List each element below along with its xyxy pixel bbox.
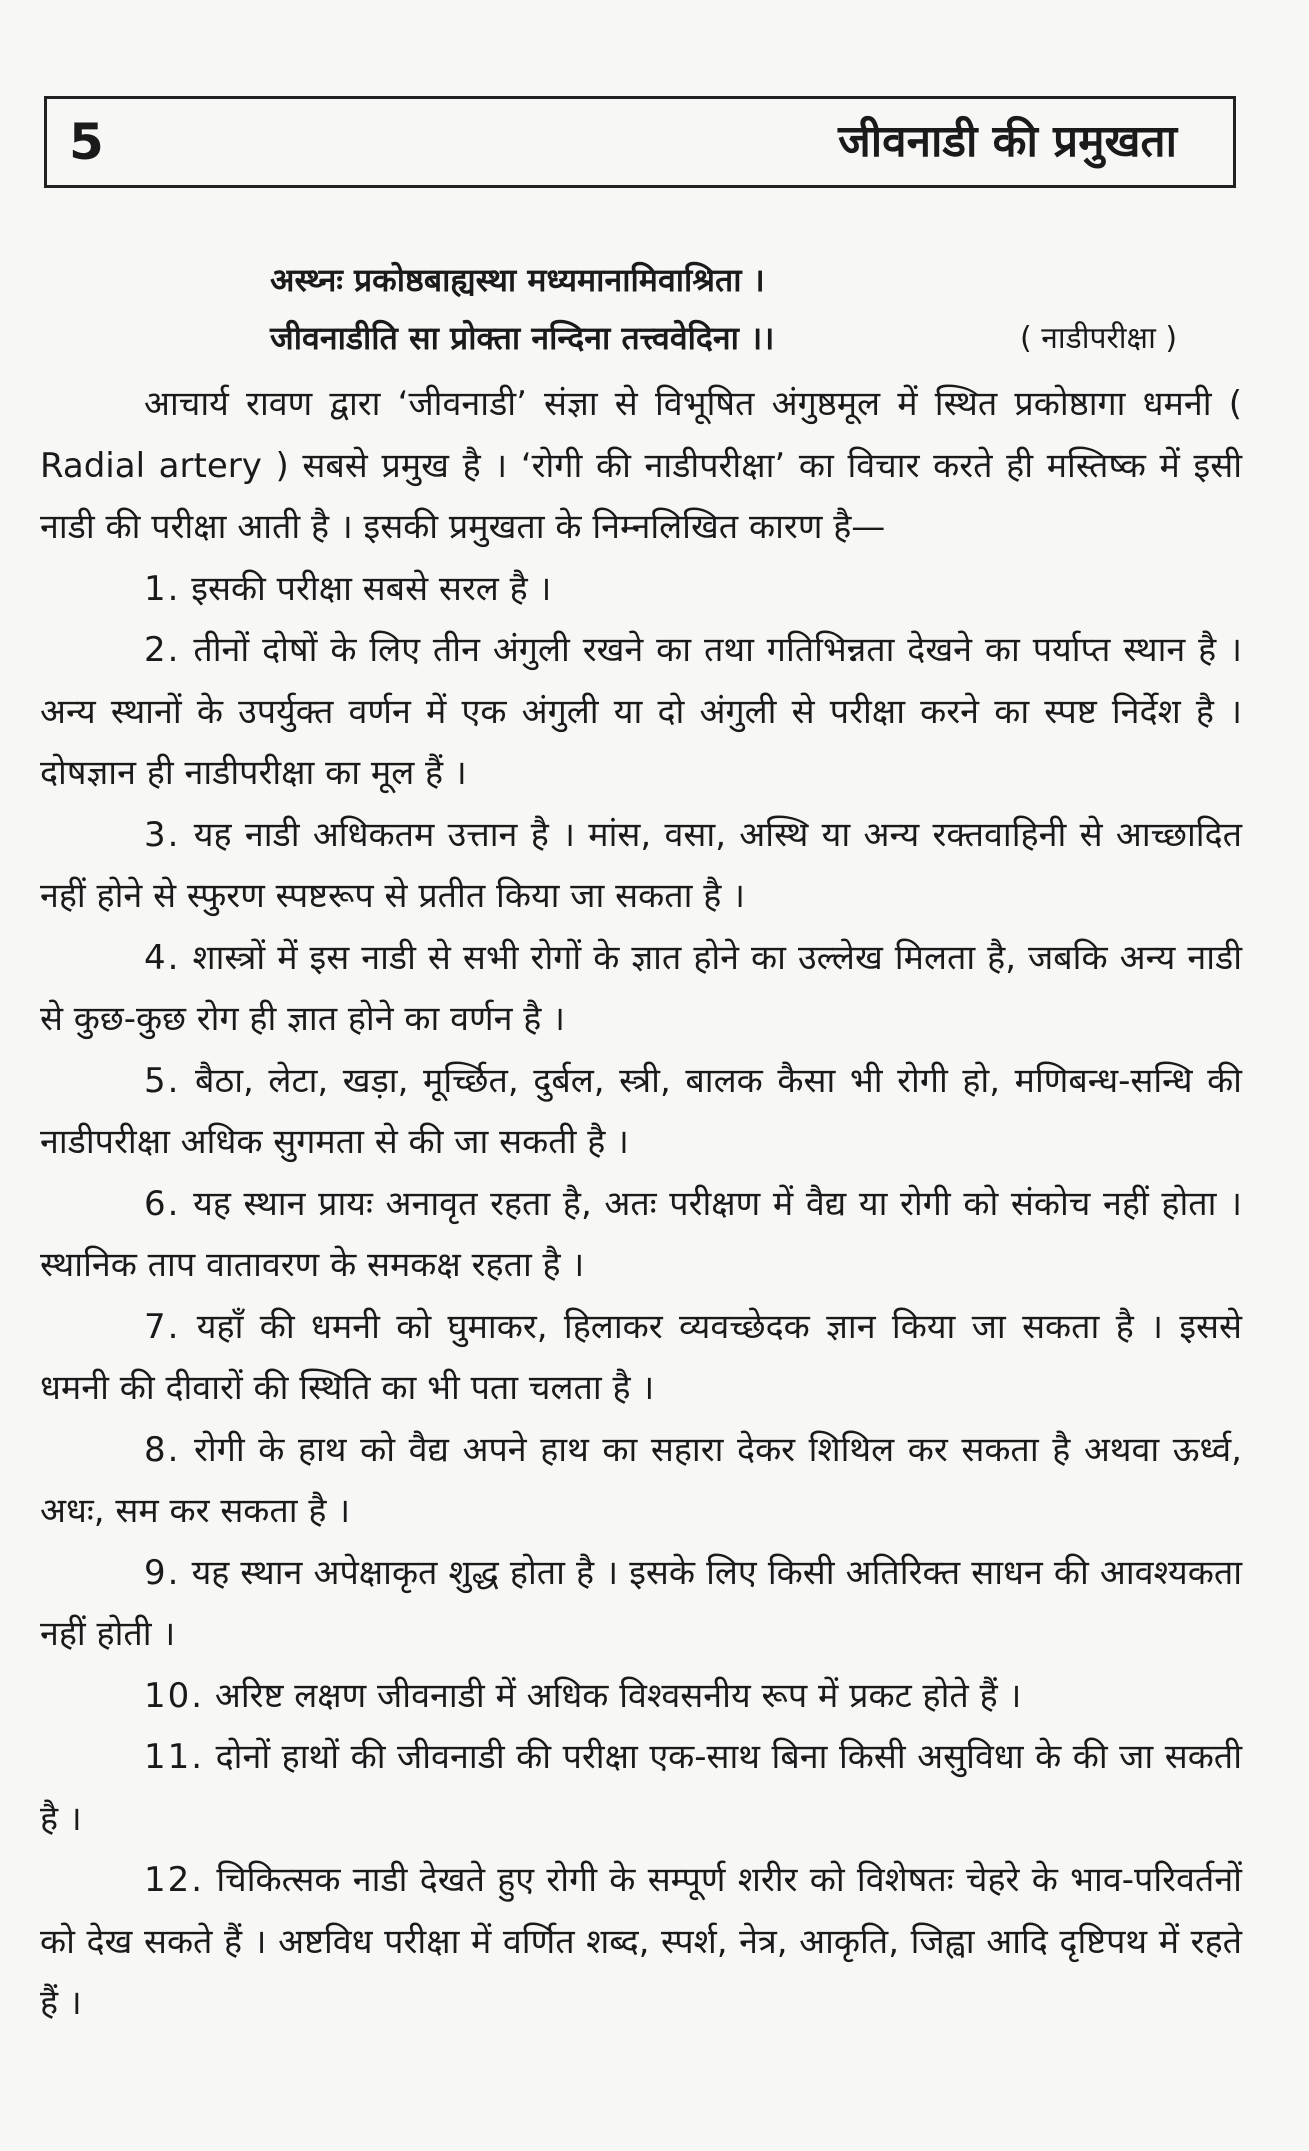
point-text: यह स्थान प्रायः अनावृत रहता है, अतः परीक्षण में वैद्य या रोगी को संकोच नहीं होता । स्थानिक ताप वातावरण के समकक्ष रहता है । bbox=[40, 1183, 1242, 1285]
shloka-line-1-text: अस्थ्नः प्रकोष्ठबाह्यस्था मध्यमानामिवाश्रिता । bbox=[270, 261, 765, 299]
list-item bbox=[40, 1297, 1242, 1420]
point-number: 7. bbox=[144, 1306, 181, 1347]
list-item bbox=[40, 559, 1242, 621]
point-text: तीनों दोषों के लिए तीन अंगुली रखने का तथा गतिभिन्नता देखने का पर्याप्त स्थान है । अन्य स्थानों के उपर्युक्त वर्णन में एक अंगुली या दो अंगुली से परीक्षा करने का स्पष्ट निर्देश है । दोषज्ञान ही नाडीपरीक्षा का मूल हैं । bbox=[40, 630, 1242, 793]
point-number: 11. bbox=[144, 1737, 205, 1777]
list-item bbox=[40, 805, 1242, 928]
list-item bbox=[40, 1727, 1242, 1850]
shloka-line-2 bbox=[270, 316, 1250, 359]
point-number: 3. bbox=[144, 814, 181, 855]
chapter-header bbox=[44, 96, 1236, 188]
chapter-title: जीवनाडी की प्रमुखता bbox=[838, 116, 1177, 167]
point-number: 4. bbox=[144, 937, 181, 978]
shloka-line-1 bbox=[270, 258, 1250, 301]
point-text: अरिष्ट लक्षण जीवनाडी में अधिक विश्वसनीय रूप में प्रकट होते हैं । bbox=[214, 1675, 1022, 1716]
point-text: चिकित्सक नाडी देखते हुए रोगी के सम्पूर्ण शरीर को विशेषतः चेहरे के भाव-परिवर्तनों को देख सकते हैं । अष्टविध परीक्षा में वर्णित शब्द, स्पर्श, नेत्र, आकृति, जिह्वा आदि दृष्टिपथ में रहते हैं । bbox=[40, 1860, 1242, 2023]
point-text: बैठा, लेटा, खड़ा, मूर्च्छित, दुर्बल, स्त्री, बालक कैसा भी रोगी हो, मणिबन्ध-सन्धि की नाडीपरीक्षा अधिक सुगमता से की जा सकती है । bbox=[40, 1060, 1242, 1162]
list-item bbox=[40, 620, 1242, 805]
point-number: 2. bbox=[144, 630, 181, 670]
point-text: यह स्थान अपेक्षाकृत शुद्ध होता है । इसके लिए किसी अतिरिक्त साधन की आवश्यकता नहीं होती । bbox=[40, 1552, 1243, 1654]
list-item bbox=[40, 1174, 1242, 1297]
point-text: इसकी परीक्षा सबसे सरल है । bbox=[191, 568, 552, 609]
point-text: यह नाडी अधिकतम उत्तान है । मांस, वसा, अस्थि या अन्य रक्तवाहिनी से आच्छादित नहीं होने से स्फुरण स्पष्टरूप से प्रतीत किया जा सकता है । bbox=[40, 814, 1242, 916]
list-item bbox=[40, 1850, 1242, 2035]
body-text bbox=[40, 374, 1242, 2035]
point-text: रोगी के हाथ को वैद्य अपने हाथ का सहारा देकर शिथिल कर सकता है अथवा ऊर्ध्व, अधः, सम कर सकता है । bbox=[40, 1429, 1242, 1531]
list-item bbox=[40, 928, 1242, 1051]
list-item bbox=[40, 1051, 1242, 1174]
list-item bbox=[40, 1420, 1242, 1543]
list-item bbox=[40, 1666, 1242, 1728]
point-text: यहाँ की धमनी को घुमाकर, हिलाकर व्यवच्छेदक ज्ञान किया जा सकता है । इससे धमनी की दीवारों की स्थिति का भी पता चलता है । bbox=[40, 1306, 1242, 1408]
point-text: दोनों हाथों की जीवनाडी की परीक्षा एक-साथ बिना किसी असुविधा के की जा सकती है । bbox=[40, 1737, 1242, 1839]
point-number: 5. bbox=[144, 1060, 181, 1101]
point-number: 9. bbox=[144, 1552, 181, 1593]
point-number: 1. bbox=[144, 568, 181, 609]
point-text: शास्त्रों में इस नाडी से सभी रोगों के ज्ञात होने का उल्लेख मिलता है, जबकि अन्य नाडी से कुछ-कुछ रोग ही ज्ञात होने का वर्णन है । bbox=[40, 937, 1243, 1039]
point-number: 10. bbox=[144, 1675, 205, 1716]
list-item bbox=[40, 1543, 1242, 1666]
point-number: 8. bbox=[144, 1429, 181, 1470]
intro-paragraph: आचार्य रावण द्वारा ‘जीवनाडी’ संज्ञा से विभूषित अंगुष्ठमूल में स्थित प्रकोष्ठागा धमनी ( Radial artery ) सबसे प्रमुख है । ‘रोगी की नाडीपरीक्षा’ का विचार करते ही मस्तिष्क में इसी नाडी की परीक्षा आती है । इसकी प्रमुखता के निम्नलिखित कारण है— bbox=[40, 384, 1242, 547]
point-number: 6. bbox=[144, 1183, 181, 1224]
point-number: 12. bbox=[144, 1860, 205, 1900]
shloka-source: ( नाडीपरीक्षा ) bbox=[1020, 321, 1178, 356]
shloka-line-2-text: जीवनाडीति सा प्रोक्ता नन्दिना तत्त्ववेदिना ।। bbox=[270, 319, 775, 357]
chapter-number: 5 bbox=[69, 113, 104, 171]
